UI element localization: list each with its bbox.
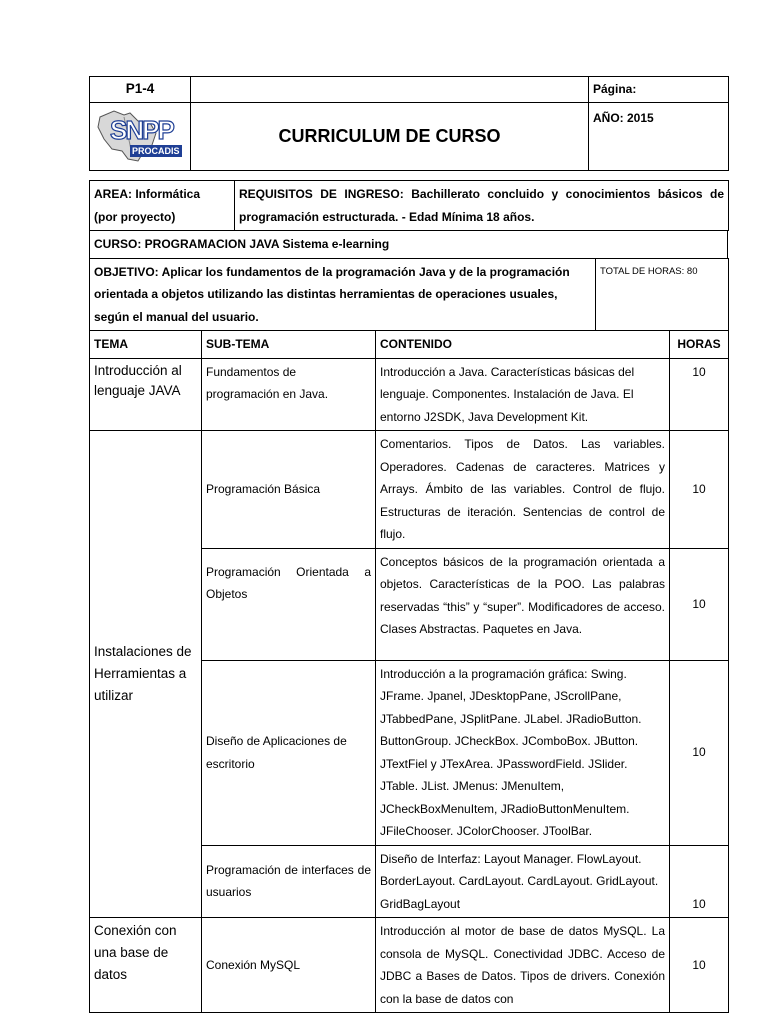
row-contenido: Diseño de Interfaz: Layout Manager. FlowLayout. BorderLayout. CardLayout. CardLayout. GridLayout. GridBagLayout (376, 845, 670, 918)
area-line2: (por proyecto) (94, 209, 176, 224)
row-subtema: Programación Orientada a Objetos (202, 548, 376, 660)
logo-main-text: SNPP (110, 115, 173, 145)
row-horas: 10 (670, 358, 729, 431)
curso: CURSO: PROGRAMACION JAVA Sistema e-learning (90, 231, 728, 259)
area-line1: AREA: Informática (94, 187, 201, 201)
row-horas: 10 (670, 660, 729, 845)
col-horas: HORAS (670, 331, 729, 359)
col-contenido: CONTENIDO (376, 331, 670, 359)
requisitos: REQUISITOS DE INGRESO: Bachillerato concluido y conocimientos básicos de programación estructurada. - Edad Mínima 18 años. (235, 181, 729, 231)
row-contenido: Introducción a la programación gráfica: Swing. JFrame. Jpanel, JDesktopPane, JScrollPane, JTabbedPane, JSplitPane. JLabel. JRadioButton. ButtonGroup. JCheckBox. JComboBox. JButton. JTextFiel y JTexArea. JPasswordField. JSlider. JTable. JList. JMenus: JMenuItem, JCheckBoxMenuItem, JRadioButtonMenuItem. JFileChooser. JColorChooser. JToolBar. (376, 660, 670, 845)
logo-sub-text: PROCADIS (132, 146, 180, 156)
row-horas: 10 (670, 918, 729, 1013)
row-contenido: Introducción a Java. Características básicas del lenguaje. Componentes. Instalación de Java. El entorno J2SDK, Java Development Kit. (376, 358, 670, 431)
row-subtema: Programación de interfaces de usuarios (202, 845, 376, 918)
table-header-row (90, 331, 729, 359)
row-contenido: Conceptos básicos de la programación orientada a objetos. Características de la POO. Las palabras reservadas “this” y “super”. Modificadores de acceso. Clases Abstractas. Paquetes en Java. (376, 548, 670, 660)
curso-table (89, 230, 728, 259)
page-label: Página: (589, 77, 729, 103)
col-subtema: SUB-TEMA (202, 331, 376, 359)
table-row (90, 918, 729, 1013)
year-label: AÑO: 2015 (589, 103, 729, 171)
curriculum-document (89, 76, 728, 1013)
objetivo: OBJETIVO: Aplicar los fundamentos de la programación Java y de la programación orientada a objetos utilizando las distintas herramientas de operaciones usuales, según el manual del usuario. (90, 258, 596, 331)
objetivo-table (89, 258, 729, 332)
page-title: CURRICULUM DE CURSO (191, 103, 589, 171)
row-tema: Conexión con una base de datos (90, 918, 202, 1013)
row-tema: Instalaciones de Herramientas a utilizar (90, 431, 202, 918)
row-subtema: Programación Básica (202, 431, 376, 549)
header-blank (191, 77, 589, 103)
row-tema: Introducción al lenguaje JAVA (90, 358, 202, 431)
row-subtema: Conexión MySQL (202, 918, 376, 1013)
table-row (90, 358, 729, 431)
course-code: P1-4 (90, 77, 191, 103)
logo-cell (90, 103, 191, 171)
table-row (90, 431, 729, 549)
row-horas: 10 (670, 845, 729, 918)
row-subtema: Fundamentos de programación en Java. (202, 358, 376, 431)
row-contenido: Introducción al motor de base de datos MySQL. La consola de MySQL. Conectividad JDBC. Acceso de JDBC a Bases de Datos. Tipos de drivers. Conexión con la base de datos con (376, 918, 670, 1013)
row-subtema: Diseño de Aplicaciones de escritorio (202, 660, 376, 845)
row-horas: 10 (670, 548, 729, 660)
area-table (89, 180, 729, 231)
row-contenido: Comentarios. Tipos de Datos. Las variables. Operadores. Cadenas de caracteres. Matrices y Arrays. Ámbito de las variables. Control de flujo. Estructuras de iteración. Sentencias de control de flujo. (376, 431, 670, 549)
total-horas: TOTAL DE HORAS: 80 (596, 258, 729, 331)
area-cell (90, 181, 235, 231)
snpp-logo (94, 105, 186, 165)
header-table (89, 76, 729, 171)
col-tema: TEMA (90, 331, 202, 359)
row-horas: 10 (670, 431, 729, 549)
content-table (89, 330, 729, 1013)
